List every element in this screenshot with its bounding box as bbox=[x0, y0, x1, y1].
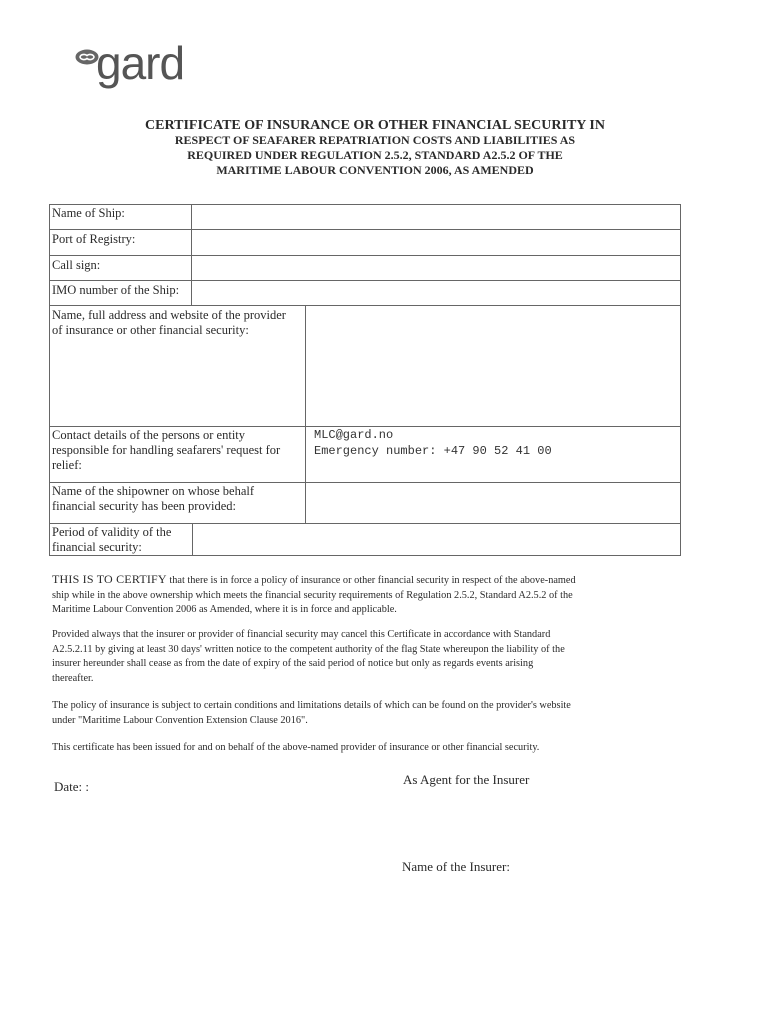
conditions-paragraph bbox=[52, 699, 672, 728]
certify-line-1: that there is in force a policy of insurance or other financial security in respect of the above-named bbox=[169, 575, 576, 586]
cancellation-line-1: Provided always that the insurer or provider of financial security may cancel this Certificate in accordance with Standard bbox=[52, 629, 551, 640]
cancellation-line-2: A2.5.2.11 by giving at least 30 days' written notice to the competent authority of the flag State whereupon the liability of the bbox=[52, 643, 565, 655]
date-label: Date: : bbox=[54, 779, 90, 794]
agent-label: As Agent for the Insurer bbox=[403, 772, 530, 787]
title-line-1: CERTIFICATE OF INSURANCE OR OTHER FINANCIAL SECURITY IN bbox=[145, 118, 605, 133]
title-line-3: REQUIRED UNDER REGULATION 2.5.2, STANDARD A2.5.2 OF THE bbox=[187, 148, 563, 162]
call-sign-label: Call sign: bbox=[52, 258, 101, 272]
logo-wordmark: gard bbox=[96, 37, 185, 89]
certify-lead: THIS IS TO CERTIFY bbox=[52, 572, 167, 586]
provider-label-line-1: Name, full address and website of the provider bbox=[52, 308, 286, 322]
imo-number-label: IMO number of the Ship: bbox=[52, 283, 180, 297]
cancellation-line-4: thereafter. bbox=[52, 672, 94, 684]
validity-label-line-1: Period of validity of the bbox=[52, 525, 172, 539]
shipowner-value-cell[interactable] bbox=[305, 482, 681, 524]
certificate-title bbox=[80, 118, 670, 178]
provider-value-cell[interactable] bbox=[305, 305, 681, 427]
title-line-2: RESPECT OF SEAFARER REPATRIATION COSTS AND LIABILITIES AS bbox=[174, 133, 576, 147]
conditions-line-1: The policy of insurance is subject to certain conditions and limitations details of which can be found on the provider's website bbox=[52, 700, 571, 711]
port-registry-label: Port of Registry: bbox=[52, 232, 136, 246]
shipowner-label-line-1: Name of the shipowner on whose behalf bbox=[52, 484, 255, 498]
provider-label-line-2: of insurance or other financial security: bbox=[52, 323, 249, 337]
ship-name-value-cell[interactable] bbox=[191, 204, 681, 230]
port-registry-value-cell[interactable] bbox=[191, 229, 681, 256]
imo-number-value-cell[interactable] bbox=[191, 280, 681, 306]
title-line-4: MARITIME LABOUR CONVENTION 2006, AS AMENDED bbox=[216, 163, 534, 177]
contact-email[interactable]: MLC@gard.no bbox=[314, 428, 394, 442]
gard-logo bbox=[74, 37, 204, 104]
certify-line-3: Maritime Labour Convention 2006 as Amended, where it is in force and applicable. bbox=[52, 604, 397, 615]
validity-label-line-2: financial security: bbox=[52, 540, 142, 554]
contact-label-line-1: Contact details of the persons or entity bbox=[52, 428, 246, 442]
contact-label-line-2: responsible for handling seafarers' request for bbox=[52, 443, 281, 457]
ship-name-label: Name of Ship: bbox=[52, 206, 125, 220]
certify-line-2: ship while in the above ownership which meets the financial security requirements of Regulation 2.5.2, Standard A2.5.2 of the bbox=[52, 589, 573, 601]
cancellation-line-3: insurer hereunder shall cease as from the date of expiry of the said period of notice but only as regards events arising bbox=[52, 658, 534, 669]
cancellation-paragraph bbox=[52, 628, 672, 686]
shipowner-label-line-2: financial security has been provided: bbox=[52, 499, 236, 513]
call-sign-value-cell[interactable] bbox=[191, 255, 681, 281]
contact-emergency-number: Emergency number: +47 90 52 41 00 bbox=[314, 444, 552, 458]
validity-value-cell[interactable] bbox=[192, 523, 681, 556]
conditions-line-2: under "Maritime Labour Convention Extension Clause 2016". bbox=[52, 714, 308, 726]
issued-paragraph: This certificate has been issued for and on behalf of the above-named provider of insurance or other financial security. bbox=[52, 742, 540, 753]
contact-label-line-3: relief: bbox=[52, 458, 82, 472]
insurer-name-label: Name of the Insurer: bbox=[402, 859, 510, 874]
certify-paragraph bbox=[52, 572, 672, 618]
